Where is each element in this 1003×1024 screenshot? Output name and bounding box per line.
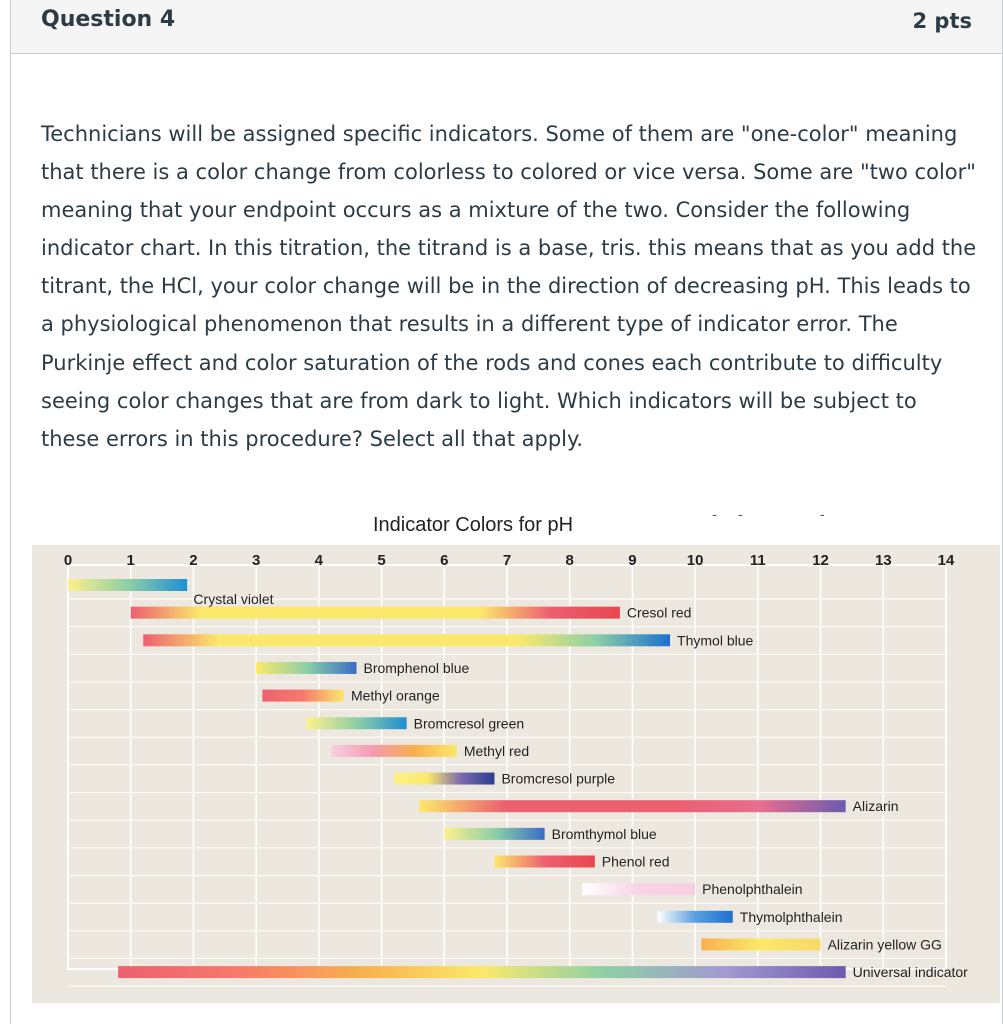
indicator-bar (256, 662, 356, 674)
chart-top-mark: - (712, 506, 717, 522)
indicator-bar (331, 745, 456, 757)
indicator-bar (118, 966, 845, 978)
chart-top-mark: - (820, 506, 825, 522)
x-tick-label: 5 (377, 552, 386, 569)
indicator-bar (68, 579, 187, 591)
x-tick-label: 0 (63, 552, 73, 569)
x-tick-label: 2 (189, 552, 198, 569)
indicator-label: Thymolphthalein (739, 908, 843, 925)
indicator-bar (444, 828, 544, 840)
x-tick-label: 9 (628, 552, 637, 569)
indicator-label: Alizarin (852, 798, 899, 815)
x-tick-label: 4 (314, 552, 324, 569)
x-tick-label: 3 (251, 552, 261, 569)
indicator-bar (394, 773, 494, 785)
indicator-bar (419, 800, 845, 812)
indicator-label: Crystal violet (193, 591, 274, 607)
indicator-label: Bromcresol green (413, 715, 525, 732)
indicator-label: Phenolphthalein (702, 881, 803, 898)
x-tick-label: 8 (565, 552, 574, 569)
indicator-label: Cresol red (626, 604, 692, 621)
x-tick-label: 12 (812, 552, 829, 569)
question-points: 2 pts (912, 9, 972, 33)
x-tick-label: 7 (502, 552, 512, 569)
x-tick-label: 6 (440, 552, 449, 569)
indicator-bar (306, 717, 406, 729)
x-tick-label: 14 (937, 552, 955, 569)
indicator-label: Methyl orange (350, 687, 440, 704)
indicator-bar (262, 690, 344, 702)
indicator-label: Bromcresol purple (501, 770, 616, 787)
question-header (11, 0, 1002, 54)
indicator-chart-svg (32, 545, 1000, 1003)
x-tick-label: 10 (686, 552, 704, 569)
indicator-label: Bromthymol blue (551, 825, 657, 842)
indicator-bar (494, 856, 594, 868)
indicator-label: Universal indicator (852, 964, 968, 981)
indicator-label: Thymol blue (677, 632, 754, 649)
indicator-label: Methyl red (463, 742, 530, 759)
x-tick-label: 13 (874, 552, 892, 569)
indicator-bar (701, 938, 820, 950)
indicator-bar (582, 883, 695, 895)
indicator-bar (143, 634, 670, 646)
x-tick-label: 11 (749, 552, 766, 569)
chart-title: Indicator Colors for pH (373, 514, 574, 536)
indicator-label: Phenol red (601, 853, 670, 870)
indicator-bar (131, 607, 620, 619)
indicator-bar (658, 911, 733, 923)
indicator-label: Bromphenol blue (363, 659, 470, 676)
question-title: Question 4 (41, 7, 176, 32)
indicator-chart (32, 545, 1000, 1003)
indicator-label: Alizarin yellow GG (827, 936, 942, 953)
question-text: Technicians will be assigned specific indicators. Some of them are "one-color" meaning that there is a color change from colorless to colored or vice versa. Some are "two color" meaning that your endpoint occurs as a mixture of the two. Consider the following indicator chart. In this titration, the titrand is a base, tris. this means that as you add the titrant, the HCl, your color change will be in the direction of decreasing pH. This leads to a physiological phenomenon that results in a different type of indicator error. The Purkinje effect and color saturation of the rods and cones each contribute to difficulty seeing color changes that are from dark to light. Which indicators will be subject to these errors in this procedure? Select all that apply. (41, 122, 977, 451)
chart-top-mark: - (738, 506, 743, 522)
x-tick-label: 1 (126, 552, 135, 569)
